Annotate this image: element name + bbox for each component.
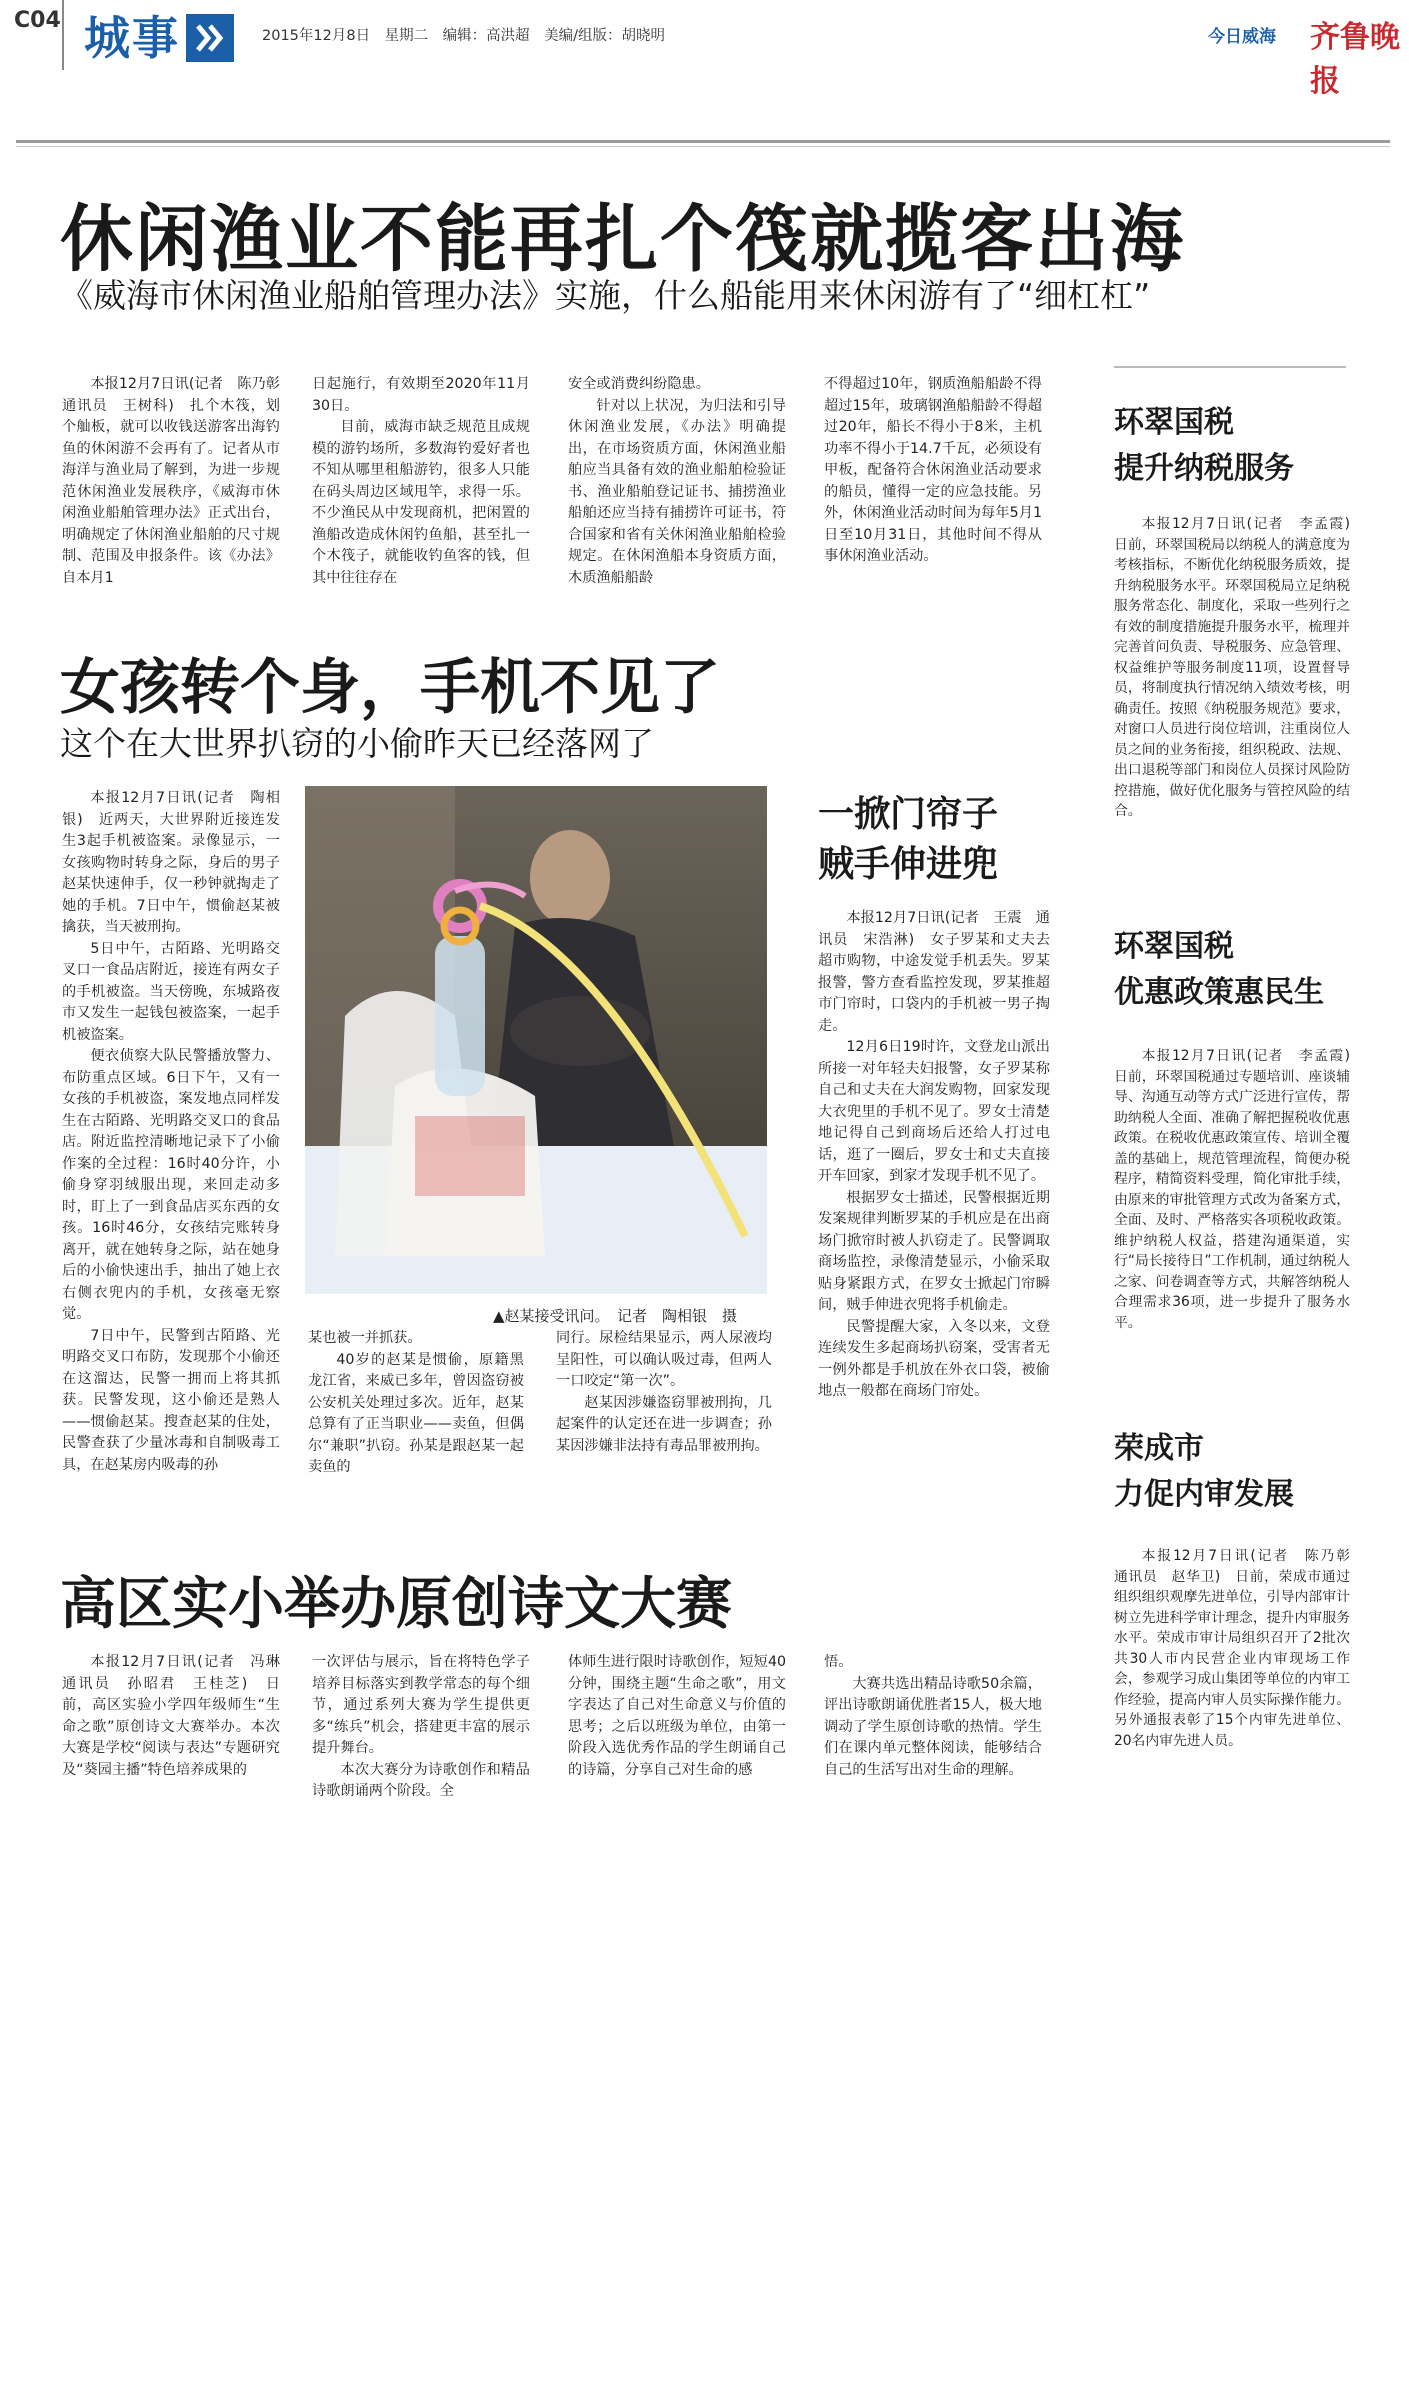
- headline-article2: 女孩转个身，手机不见了: [60, 653, 720, 723]
- heading-line: 环翠国税: [1114, 929, 1234, 964]
- article3-body: [818, 908, 1050, 1403]
- photo-caption: ▲赵某接受讯问。 记者 陶相银 摄: [493, 1307, 738, 1325]
- heading-line: 提升纳税服务: [1114, 451, 1294, 486]
- header-rule: [16, 140, 1390, 143]
- paragraph: 大赛共选出精品诗歌50余篇，评出诗歌朗诵优胜者15人，极大地调动了学生原创诗歌的热情。学生们在课内单元整体阅读，能够结合自己的生活写出对生命的理解。: [824, 1675, 1042, 1778]
- heading-line: 力促内审发展: [1114, 1477, 1294, 1512]
- paragraph: 针对以上状况，为归法和引导休闲渔业发展，《办法》明确提出，在市场资质方面，休闲渔业船舶应当具备有效的渔业船舶检验证书、渔业船舶登记证书、捕捞渔业船舶还应当持有捕捞许可证书，符合国家和省有关休闲渔业船舶检验规定。在休闲渔船本身资质方面，木质渔船船龄: [568, 397, 786, 586]
- chevron-right-icon: [186, 14, 234, 62]
- article1-column-2: [312, 374, 530, 589]
- headline-line: 贼手伸进兜: [818, 844, 999, 885]
- sidebar-body-2: [1114, 1046, 1364, 1333]
- article1-column-1: [62, 374, 295, 589]
- paragraph: 5日中午，古陌路、光明路交叉口一食品店附近，接连有两女子的手机被盗。当天傍晚，东城路夜市又发生一起钱包被盗案，一起手机被盗案。: [62, 940, 280, 1043]
- sidebar-top-rule: [1114, 366, 1346, 368]
- news-photo: [305, 786, 767, 1294]
- heading-line: 环翠国税: [1114, 405, 1234, 440]
- subheadline-article2: 这个在大世界扒窃的小偷昨天已经落网了: [60, 724, 654, 763]
- article4-column-4: [824, 1652, 1042, 1781]
- paragraph: 40岁的赵某是惯偷，原籍黑龙江省，来威已多年，曾因盗窃被公安机关处理过多次。近年，赵某总算有了正当职业——卖鱼，但偶尔“兼职”扒窃。孙某是跟赵某一起卖鱼的: [308, 1351, 524, 1475]
- headline-article3: [818, 790, 998, 890]
- section-title: 城事: [84, 11, 180, 65]
- sidebar-heading-3: [1114, 1426, 1294, 1518]
- paragraph: 本报12月7日讯(记者 冯琳 通讯员 孙昭君 王桂芝) 日前，高区实验小学四年级师生“生命之歌”原创诗文大赛举办。本次大赛是学校“阅读与表达”专题研究及“葵园主播”特色培养成果的: [62, 1654, 295, 1778]
- subheadline-article1: 《威海市休闲渔业船舶管理办法》实施，什么船能用来休闲游有了“细杠杠”: [60, 276, 1151, 315]
- paragraph: 日起施行，有效期至2020年11月30日。: [312, 376, 530, 414]
- paragraph: 便衣侦察大队民警播放警力、布防重点区域。6日下午，又有一女孩的手机被盗，案发地点同样发生在古陌路、光明路交叉口的食品店。附近监控清晰地记录下了小偷作案的全过程：16时40分许，小偷身穿羽绒服出现，来回走动多时，盯上了一到食品店买东西的女孩。16时46分，女孩结完账转身离开，就在她转身之际，站在她身后的小偷快速出手，抽出了她上衣右侧衣兜内的手机，女孩毫无察觉。: [62, 1048, 280, 1322]
- paragraph: 本报12月7日讯(记者 陶相银) 近两天，大世界附近接连发生3起手机被盗案。录像显示，一女孩购物时转身之际，身后的男子赵某快速伸手，仅一秒钟就掏走了她的手机。7日中午，惯偷赵某被擒获，当天被刑拘。: [62, 790, 280, 935]
- header-divider: [62, 0, 64, 70]
- sidebar-body-1: [1114, 514, 1364, 822]
- article4-column-2: [312, 1652, 530, 1803]
- article2-column-3: [556, 1328, 772, 1457]
- sidebar-heading-1: [1114, 400, 1294, 492]
- paragraph: 根据罗女士描述，民警根据近期发案规律判断罗某的手机应是在出商场门掀帘时被人扒窃走了。民警调取商场监控，录像清楚显示，小偷采取贴身紧跟方式，在罗女士掀起门帘瞬间，贼手伸进衣兜将手机偷走。: [818, 1189, 1050, 1313]
- sidebar-heading-2: [1114, 924, 1324, 1016]
- paragraph: 本报12月7日讯(记者 王震 通讯员 宋浩淋) 女子罗某和丈夫去超市购物，中途发觉手机丢失。罗某报警，警方查看监控发现，罗某推超市门帘时，口袋内的手机被一男子掏走。: [818, 910, 1050, 1034]
- headline-article1: 休闲渔业不能再扎个筏就揽客出海: [60, 197, 1185, 282]
- paragraph: 某也被一并抓获。: [308, 1330, 422, 1346]
- paragraph: 安全或消费纠纷隐患。: [568, 376, 710, 392]
- paragraph: 本报12月7日讯(记者 李孟霞) 日前，环翠国税局以纳税人的满意度为考核指标，不断优化纳税服务质效，提升纳税服务水平。环翠国税局立足纳税服务常态化、制度化，采取一些列行之有效的制度措施提升服务水平，梳理并完善首问负责、导税服务、应急管理、权益维护等服务制度11项，设置督导员，将制度执行情况纳入绩效考核，明确责任。按照《纳税服务规范》要求，对窗口人员进行岗位培训，注重岗位人员之间的业务衔接，组织税政、法规、出口退税等部门和岗位人员探讨风险防控措施，做好优化服务与管控风险的结合。: [1114, 516, 1364, 819]
- page-number: C04: [14, 8, 61, 33]
- paragraph: 不得超过10年，钢质渔船船龄不得超过15年，玻璃钢渔船船龄不得超过20年，船长不得小于8米，主机功率不得小于14.7千瓦，必须设有甲板，配备符合休闲渔业活动要求的船员，懂得一定的应急技能。另外，休闲渔业活动时间为每年5月1日至10月31日，其他时间不得从事休闲渔业活动。: [824, 376, 1042, 564]
- article2-column-1: [62, 788, 280, 1476]
- article1-column-4: [824, 374, 1042, 568]
- heading-line: 优惠政策惠民生: [1114, 975, 1324, 1010]
- article4-column-3: [568, 1652, 786, 1781]
- issue-meta: 2015年12月8日 星期二 编辑：高洪超 美编/组版：胡晓明: [262, 28, 665, 44]
- paragraph: 悟。: [824, 1654, 853, 1670]
- edition-label: 今日威海: [1208, 27, 1276, 47]
- brand-logo: 齐鲁晚报: [1310, 20, 1400, 99]
- paragraph: 12月6日19时许，文登龙山派出所接一对年轻夫妇报警，女子罗某称自己和丈夫在大润发购物，回家发现大衣兜里的手机不见了。罗女士清楚地记得自己到商场后还给人打过电话，逛了一圈后，罗女士和丈夫直接开车回家，到家才发现手机不见了。: [818, 1039, 1050, 1184]
- article1-column-3: [568, 374, 786, 589]
- paragraph: 本报12月7日讯(记者 陈乃彰 通讯员 王树科) 扎个木筏，划个舢板，就可以收钱送游客出海钓鱼的休闲游不会再有了。记者从市海洋与渔业局了解到，为进一步规范休闲渔业发展秩序，《威海市休闲渔业船舶管理办法》正式出台，明确规定了休闲渔业船舶的尺寸规制、范围及申报条件。该《办法》自本月1: [62, 376, 295, 586]
- article2-column-2: [308, 1328, 524, 1479]
- article4-column-1: [62, 1652, 295, 1781]
- paragraph: 本次大赛分为诗歌创作和精品诗歌朗诵两个阶段。全: [312, 1761, 530, 1799]
- paragraph: 同行。尿检结果显示，两人尿液均呈阳性，可以确认吸过毒，但两人一口咬定“第一次”。: [556, 1330, 772, 1389]
- paragraph: 民警提醒大家，入冬以来，文登连续发生多起商场扒窃案，受害者无一例外都是手机放在外衣口袋，被偷地点一般都在商场门帘处。: [818, 1318, 1050, 1399]
- headline-article4: 高区实小举办原创诗文大赛: [60, 1572, 732, 1637]
- paragraph: 体师生进行限时诗歌创作，短短40分钟，围绕主题“生命之歌”，用文字表达了自己对生命意义与价值的思考；之后以班级为单位，由第一阶段入选优秀作品的学生朗诵自己的诗篇，分享自己对生命的感: [568, 1654, 786, 1778]
- paragraph: 7日中午，民警到古陌路、光明路交叉口布防，发现那个小偷还在这溜达，民警一拥而上将其抓获。民警发现，这小偷还是熟人——惯偷赵某。搜查赵某的住处，民警查获了少量冰毒和自制吸毒工具，在赵某房内吸毒的孙: [62, 1327, 280, 1473]
- paragraph: 目前，威海市缺乏规范且成规模的游钓场所，多数海钓爱好者也不知从哪里租船游钓，很多人只能在码头周边区域甩竿，求得一乐。不少渔民从中发现商机，把闲置的渔船改造成休闲钓鱼船，甚至扎一个木筏子，就能收钓鱼客的钱，但其中往往存在: [312, 419, 530, 586]
- paragraph: 本报12月7日讯(记者 陈乃彰 通讯员 赵华卫) 日前，荣成市通过组织组织观摩先进单位，引导内部审计树立先进科学审计理念，提升内审服务水平。荣成市审计局组织召开了2批次共30人市内民营企业内审现场工作会，参观学习成山集团等单位的内审工作经验，提高内审人员实际操作能力。另外通报表彰了15个内审先进单位、20名内审先进人员。: [1114, 1548, 1364, 1749]
- headline-line: 一掀门帘子: [818, 794, 999, 835]
- paragraph: 本报12月7日讯(记者 李孟霞) 日前，环翠国税通过专题培训、座谈辅导、沟通互动等方式广泛进行宣传，帮助纳税人全面、准确了解把握税收优惠政策。在税收优惠政策宣传、培训全覆盖的基础上，规范管理流程，简便办税程序，精简资料受理，简化审批手续，由原来的审批管理方式改为备案方式，全面、及时、严格落实各项税收政策。维护纳税人权益，搭建沟通渠道，实行“局长接待日”工作机制，通过纳税人之家、问卷调查等方式，共解答纳税人合理需求36项，进一步提升了服务水平。: [1114, 1048, 1364, 1331]
- heading-line: 荣成市: [1114, 1431, 1204, 1466]
- paragraph: 赵某因涉嫌盗窃罪被刑拘，几起案件的认定还在进一步调查；孙某因涉嫌非法持有毒品罪被刑拘。: [556, 1394, 772, 1454]
- paragraph: 一次评估与展示，旨在将特色学子培养目标落实到教学常态的每个细节，通过系列大赛为学生提供更多“练兵”机会，搭建更丰富的展示提升舞台。: [312, 1654, 530, 1756]
- sidebar-body-3: [1114, 1546, 1364, 1751]
- header-rule-thin: [16, 146, 1390, 147]
